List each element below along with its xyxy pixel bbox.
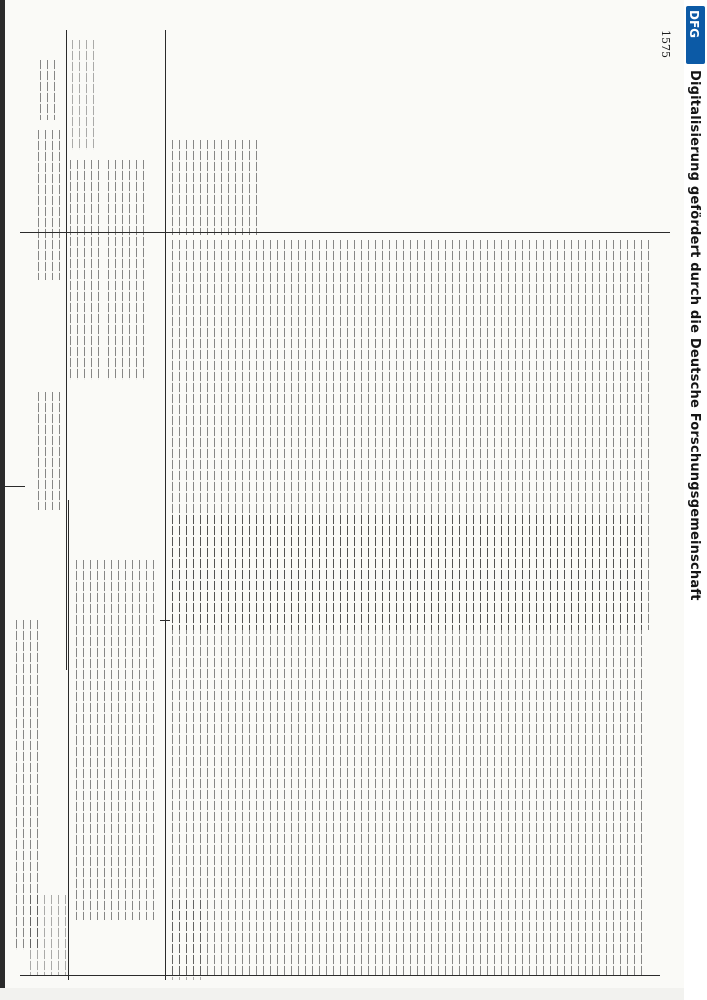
table-header-text-right-3 [40, 60, 60, 120]
left-half-bottom-rule [20, 975, 660, 976]
right-col-1-row-2 [108, 160, 148, 380]
page-number: 1575 [659, 30, 672, 58]
right-col-divider-2 [66, 30, 67, 670]
right-half-top-rule [160, 620, 170, 621]
page-bottom-margin [0, 988, 707, 1000]
table-header-text-right-1 [38, 392, 60, 510]
page-binding-edge [0, 0, 5, 1000]
left-main-text-block [172, 515, 642, 975]
left-header-cells [30, 895, 70, 975]
left-col-divider-1 [68, 500, 69, 980]
left-side-note [172, 900, 202, 980]
dfg-logo-text: DFG [687, 10, 701, 39]
right-col-1-row-1 [70, 160, 100, 380]
digitization-banner-text: Digitalisierung gefördert durch die Deutsche Forschungsgemeinschaft [687, 70, 702, 601]
left-col-1-text [76, 560, 160, 920]
right-col-1-row-3 [72, 40, 96, 150]
page-middle-rule [5, 486, 25, 487]
table-header-text-right-2 [38, 130, 60, 280]
right-side-notes [172, 140, 262, 235]
left-col-divider-2 [165, 500, 166, 980]
